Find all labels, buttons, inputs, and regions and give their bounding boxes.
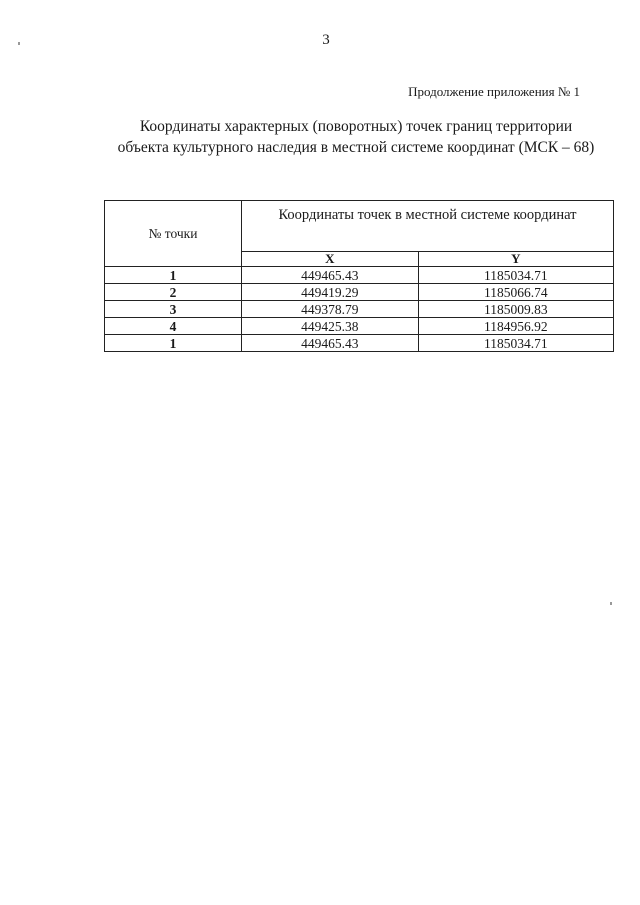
- table-row: [105, 301, 614, 318]
- cell-x: 449419.29: [242, 284, 419, 301]
- cell-point: 4: [105, 318, 242, 335]
- table-row: [105, 284, 614, 301]
- cell-point: 1: [105, 267, 242, 284]
- appendix-continuation-label: Продолжение приложения № 1: [408, 84, 580, 99]
- cell-x: 449425.38: [242, 318, 419, 335]
- scan-speck: [610, 602, 612, 605]
- cell-point: 2: [105, 284, 242, 301]
- table-row: [105, 335, 614, 352]
- coordinates-table: [104, 200, 614, 352]
- cell-y: 1184956.92: [418, 318, 613, 335]
- header-x: X: [242, 252, 419, 267]
- cell-point: 3: [105, 301, 242, 318]
- table-row: [105, 318, 614, 335]
- document-title-line-2: объекта культурного наследия в местной системе координат (МСК – 68): [117, 139, 595, 156]
- cell-y: 1185034.71: [418, 267, 613, 284]
- scan-speck: [18, 42, 20, 45]
- header-point-number: № точки: [105, 201, 242, 267]
- cell-y: 1185034.71: [418, 335, 613, 352]
- page-number: 3: [322, 32, 330, 48]
- document-title: [96, 116, 616, 158]
- cell-x: 449465.43: [242, 335, 419, 352]
- header-y: Y: [418, 252, 613, 267]
- table-row: [105, 267, 614, 284]
- cell-y: 1185009.83: [418, 301, 613, 318]
- header-coordinates-group: Координаты точек в местной системе координат: [242, 201, 614, 252]
- cell-y: 1185066.74: [418, 284, 613, 301]
- document-title-line-1: Координаты характерных (поворотных) точек границ территории: [139, 118, 573, 135]
- cell-x: 449465.43: [242, 267, 419, 284]
- cell-x: 449378.79: [242, 301, 419, 318]
- cell-point: 1: [105, 335, 242, 352]
